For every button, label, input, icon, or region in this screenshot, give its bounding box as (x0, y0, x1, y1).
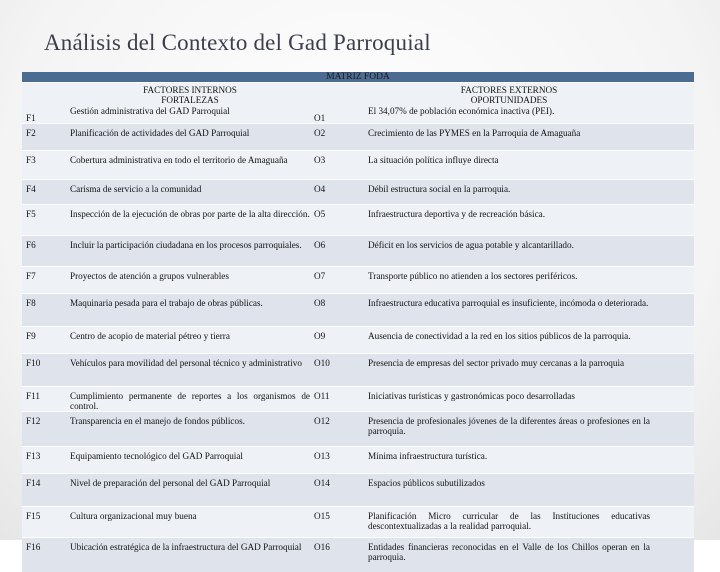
oportunidad-text: Presencia de profesionales jóvenes de la diferentes áreas o profesiones en la parroquia. (368, 416, 650, 437)
oportunidad-text: Crecimiento de las PYMES en la Parroquia de Amaguaña (368, 128, 581, 138)
table-row (22, 446, 694, 473)
fortaleza-text: Carisma de servicio a la comunidad (70, 184, 202, 194)
table-row (22, 293, 694, 326)
row-oid: O16 (314, 542, 330, 552)
fortaleza-text: Cobertura administrativa en todo el territorio de Amaguaña (70, 155, 288, 165)
row-oid: O3 (314, 155, 326, 165)
oportunidad-text: Espacios públicos subutilizados (368, 478, 485, 488)
oportunidad-text: Planificación Micro curricular de las Instituciones educativas descontextualizadas a la realidad parroquial. (368, 511, 650, 532)
fortaleza-text: Proyectos de atención a grupos vulnerables (70, 271, 229, 281)
row-oid: O7 (314, 271, 326, 281)
empty-cell (652, 271, 694, 293)
oportunidad-text: Mínima infraestructura turística. (368, 451, 488, 461)
oportunidad-text: La situación política influye directa (368, 155, 499, 165)
empty-cell (652, 451, 694, 473)
row-fid: F4 (26, 184, 36, 194)
table-row (22, 506, 694, 537)
external-header (368, 83, 652, 123)
foda-matrix-table (22, 72, 694, 563)
oportunidad-text: Infraestructura educativa parroquial es insuficiente, incómoda o deteriorada. (368, 298, 649, 308)
fortaleza-text: Equipamiento tecnológico del GAD Parroquial (70, 451, 243, 461)
oportunidad-text: Presencia de empresas del sector privado muy cercanas a la parroquia (368, 358, 625, 368)
fortaleza-text: Cumplimiento permanente de reportes a los organismos de control. (70, 391, 310, 412)
fortaleza-text: Centro de acopio de material pétreo y tierra (70, 331, 230, 341)
empty-cell (652, 184, 694, 204)
oportunidad-text: Entidades financieras reconocidas en el Valle de los Chillos operan en la parroquia. (368, 542, 650, 563)
table-row (22, 235, 694, 266)
internal-header (70, 83, 314, 123)
row-fid: F3 (26, 155, 36, 165)
row-oid: O12 (314, 416, 330, 426)
fortaleza-text: Inspección de la ejecución de obras por parte de la alta dirección. (70, 209, 310, 219)
fortaleza-text: Gestión administrativa del GAD Parroquial (70, 105, 230, 116)
empty-cell (652, 478, 694, 506)
header-row (22, 82, 694, 123)
fortaleza-text: Cultura organizacional muy buena (70, 511, 197, 521)
table-row (22, 150, 694, 179)
empty-cell (652, 298, 694, 326)
row-oid: O4 (314, 184, 326, 194)
row-oid: O9 (314, 331, 326, 341)
table-row (22, 537, 694, 572)
table-row (22, 326, 694, 353)
empty-cell (652, 358, 694, 386)
row-oid: O2 (314, 128, 326, 138)
row-fid: F6 (26, 240, 36, 250)
empty-cell (652, 542, 694, 572)
empty-cell (652, 416, 694, 446)
empty-cell (652, 391, 694, 411)
table-row (22, 123, 694, 150)
fortaleza-text: Transparencia en el manejo de fondos públicos. (70, 416, 245, 426)
empty-cell (652, 240, 694, 266)
row-fid: F1 (26, 113, 36, 123)
external-sub: OPORTUNIDADES (470, 95, 548, 106)
row-oid: O15 (314, 511, 330, 521)
row-fid: F15 (26, 511, 41, 521)
fortaleza-text: Nivel de preparación del personal del GAD Parroquial (70, 478, 271, 488)
oportunidad-text: Débil estructura social en la parroquia. (368, 184, 511, 194)
matrix-rows (22, 82, 694, 572)
row-fid: F11 (26, 391, 40, 401)
row-fid: F9 (26, 331, 36, 341)
table-row (22, 179, 694, 204)
oportunidad-text: Transporte público no atienden a los sectores periféricos. (368, 271, 578, 281)
row-oid: O10 (314, 358, 330, 368)
matrix-label: MATRIZ FODA (22, 72, 694, 82)
row-oid: O6 (314, 240, 326, 250)
slide-title: Análisis del Contexto del Gad Parroquial (44, 30, 431, 55)
oportunidad-text: El 34,07% de población económica inactiva (PEI). (368, 105, 555, 116)
row-oid: O5 (314, 209, 326, 219)
fortaleza-text: Vehículos para movilidad del personal técnico y administrativo (70, 358, 302, 368)
row-fid: F12 (26, 416, 41, 426)
fortaleza-text: Planificación de actividades del GAD Parroquial (70, 128, 250, 138)
row-fid: F16 (26, 542, 41, 552)
fortaleza-text: Maquinaria pesada para el trabajo de obras públicas. (70, 298, 263, 308)
row-fid: F10 (26, 358, 41, 368)
empty-cell (652, 209, 694, 235)
empty-cell (652, 128, 694, 150)
row-fid: F13 (26, 451, 41, 461)
empty-cell (652, 83, 694, 123)
empty-cell (652, 511, 694, 537)
row-oid: O14 (314, 478, 330, 488)
row-fid: F8 (26, 298, 36, 308)
external-title: FACTORES EXTERNOS (460, 85, 558, 95)
oportunidad-text: Déficit en los servicios de agua potable y alcantarillado. (368, 240, 574, 250)
fortaleza-text: Ubicación estratégica de la infraestructura del GAD Parroquial (70, 542, 302, 552)
oportunidad-text: Iniciativas turísticas y gastronómicas poco desarrolladas (368, 391, 575, 401)
table-row (22, 473, 694, 506)
empty-cell (652, 331, 694, 353)
oportunidad-text: Infraestructura deportiva y de recreación básica. (368, 209, 546, 219)
table-row (22, 411, 694, 446)
internal-title: FACTORES INTERNOS (143, 85, 237, 95)
table-row (22, 386, 694, 411)
internal-sub: FORTALEZAS (161, 95, 219, 106)
row-oid: O11 (314, 391, 330, 401)
row-oid: O8 (314, 298, 326, 308)
table-row (22, 353, 694, 386)
row-fid: F7 (26, 271, 36, 281)
row-fid: F14 (26, 478, 41, 488)
oportunidad-text: Ausencia de conectividad a la red en los sitios públicos de la parroquia. (368, 331, 631, 341)
row-oid: O1 (314, 113, 326, 123)
fortaleza-text: Incluir la participación ciudadana en los procesos parroquiales. (70, 240, 302, 250)
row-fid: F2 (26, 128, 36, 138)
row-oid: O13 (314, 451, 330, 461)
row-fid: F5 (26, 209, 36, 219)
table-row (22, 204, 694, 235)
empty-cell (652, 155, 694, 179)
table-row (22, 266, 694, 293)
